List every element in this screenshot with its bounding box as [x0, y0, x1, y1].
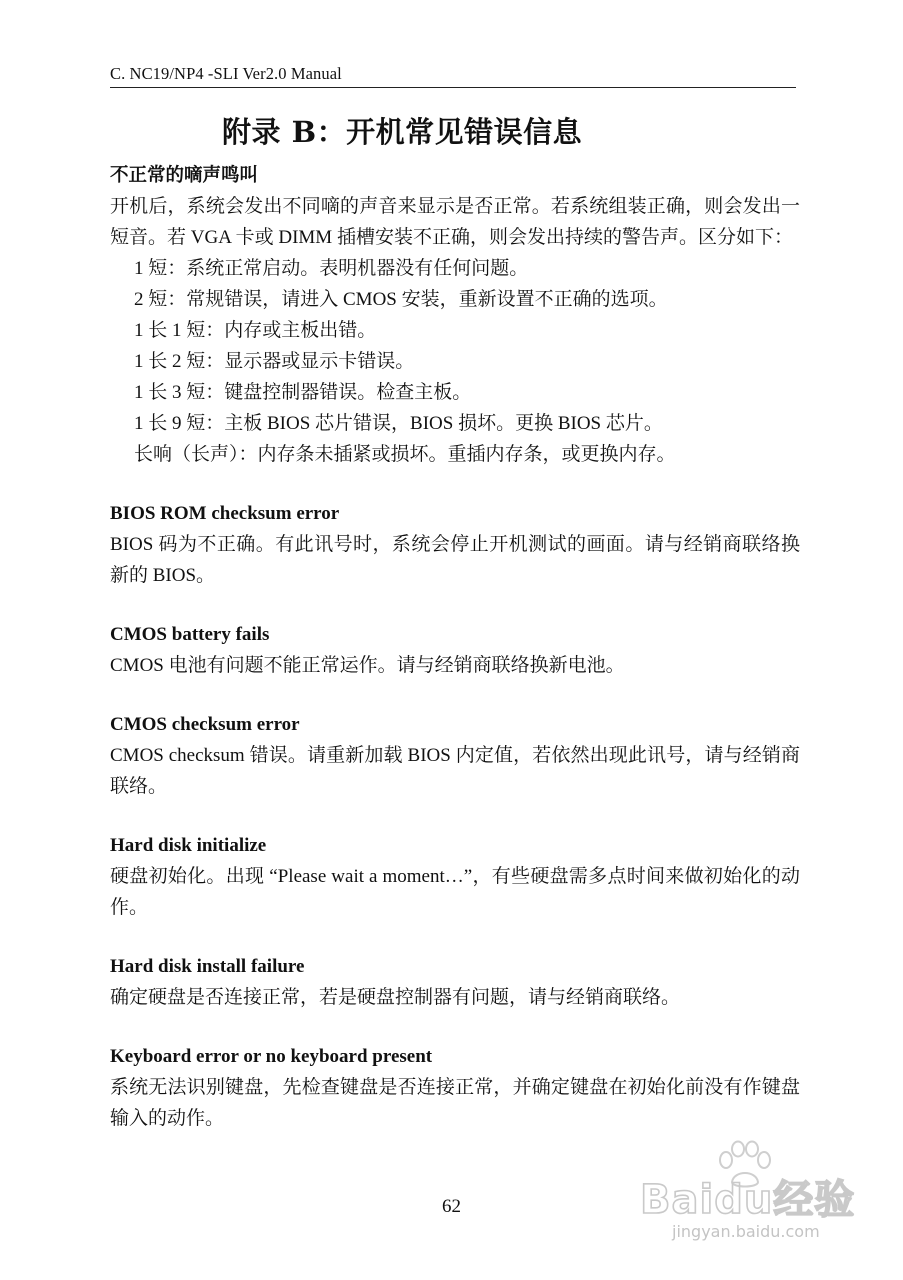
section-title: Hard disk initialize: [110, 835, 267, 856]
beep-code-item: 长响（长声）：内存条未插紧或损坏。重插内存条，或更换内存。: [134, 444, 676, 465]
section-body: 开机后，系统会发出不同嘀的声音来显示是否正常。若系统组装正确，则会发出一短音。若 VGA 卡或 DIMM 插槽安装不正确，则会发出持续的警告声。区分如下：: [110, 196, 800, 248]
beep-code-item: 2 短：常规错误，请进入 CMOS 安装，重新设置不正确的选项。: [134, 289, 668, 310]
section-beep-codes: [110, 160, 800, 470]
beep-code-item: 1 长 3 短：键盘控制器错误。检查主板。: [134, 382, 472, 403]
section-body: CMOS 电池有问题不能正常运作。请与经销商联络换新电池。: [110, 655, 625, 676]
page-number: 62: [442, 1196, 461, 1217]
beep-code-item: 1 短：系统正常启动。表明机器没有任何问题。: [134, 258, 529, 279]
section-title: Hard disk install failure: [110, 956, 305, 977]
section-title: 不正常的嘀声鸣叫: [110, 165, 259, 186]
section-body: 硬盘初始化。出现 “Please wait a moment…”，有些硬盘需多点时间来做初始化的动作。: [110, 866, 800, 918]
section-title: CMOS checksum error: [110, 714, 300, 735]
beep-code-list: [110, 253, 800, 470]
section-body: CMOS checksum 错误。请重新加载 BIOS 内定值，若依然出现此讯号，请与经销商联络。: [110, 745, 800, 797]
section-body: 确定硬盘是否连接正常，若是硬盘控制器有问题，请与经销商联络。: [110, 987, 681, 1008]
page-header: [110, 58, 796, 88]
section-body: 系统无法识别键盘，先检查键盘是否连接正常，并确定键盘在初始化前没有作键盘输入的动作。: [110, 1077, 800, 1129]
section-title: Keyboard error or no keyboard present: [110, 1046, 433, 1067]
section-bios-rom-checksum-error: [110, 498, 800, 591]
watermark-brand: Baidu经验: [640, 1177, 856, 1223]
beep-code-item: 1 长 9 短：主板 BIOS 芯片错误，BIOS 损坏。更换 BIOS 芯片。: [134, 413, 663, 434]
document-body: [110, 160, 800, 1134]
section-cmos-checksum-error: [110, 709, 800, 802]
section-title: CMOS battery fails: [110, 624, 270, 645]
beep-code-item: 1 长 2 短：显示器或显示卡错误。: [134, 351, 415, 372]
baidu-watermark: [640, 1140, 870, 1255]
page-title: 附录 B：开机常见错误信息: [222, 115, 583, 149]
section-hard-disk-initialize: [110, 830, 800, 923]
watermark-url: jingyan.baidu.com: [672, 1222, 820, 1241]
manual-title: C. NC19/NP4 -SLI Ver2.0 Manual: [110, 64, 342, 83]
section-keyboard-error: [110, 1041, 800, 1134]
section-body: BIOS 码为不正确。有此讯号时，系统会停止开机测试的画面。请与经销商联络换新的 BIOS。: [110, 534, 800, 586]
section-cmos-battery-fails: [110, 619, 800, 681]
section-hard-disk-install-failure: [110, 951, 800, 1013]
section-title: BIOS ROM checksum error: [110, 503, 340, 524]
beep-code-item: 1 长 1 短：内存或主板出错。: [134, 320, 377, 341]
